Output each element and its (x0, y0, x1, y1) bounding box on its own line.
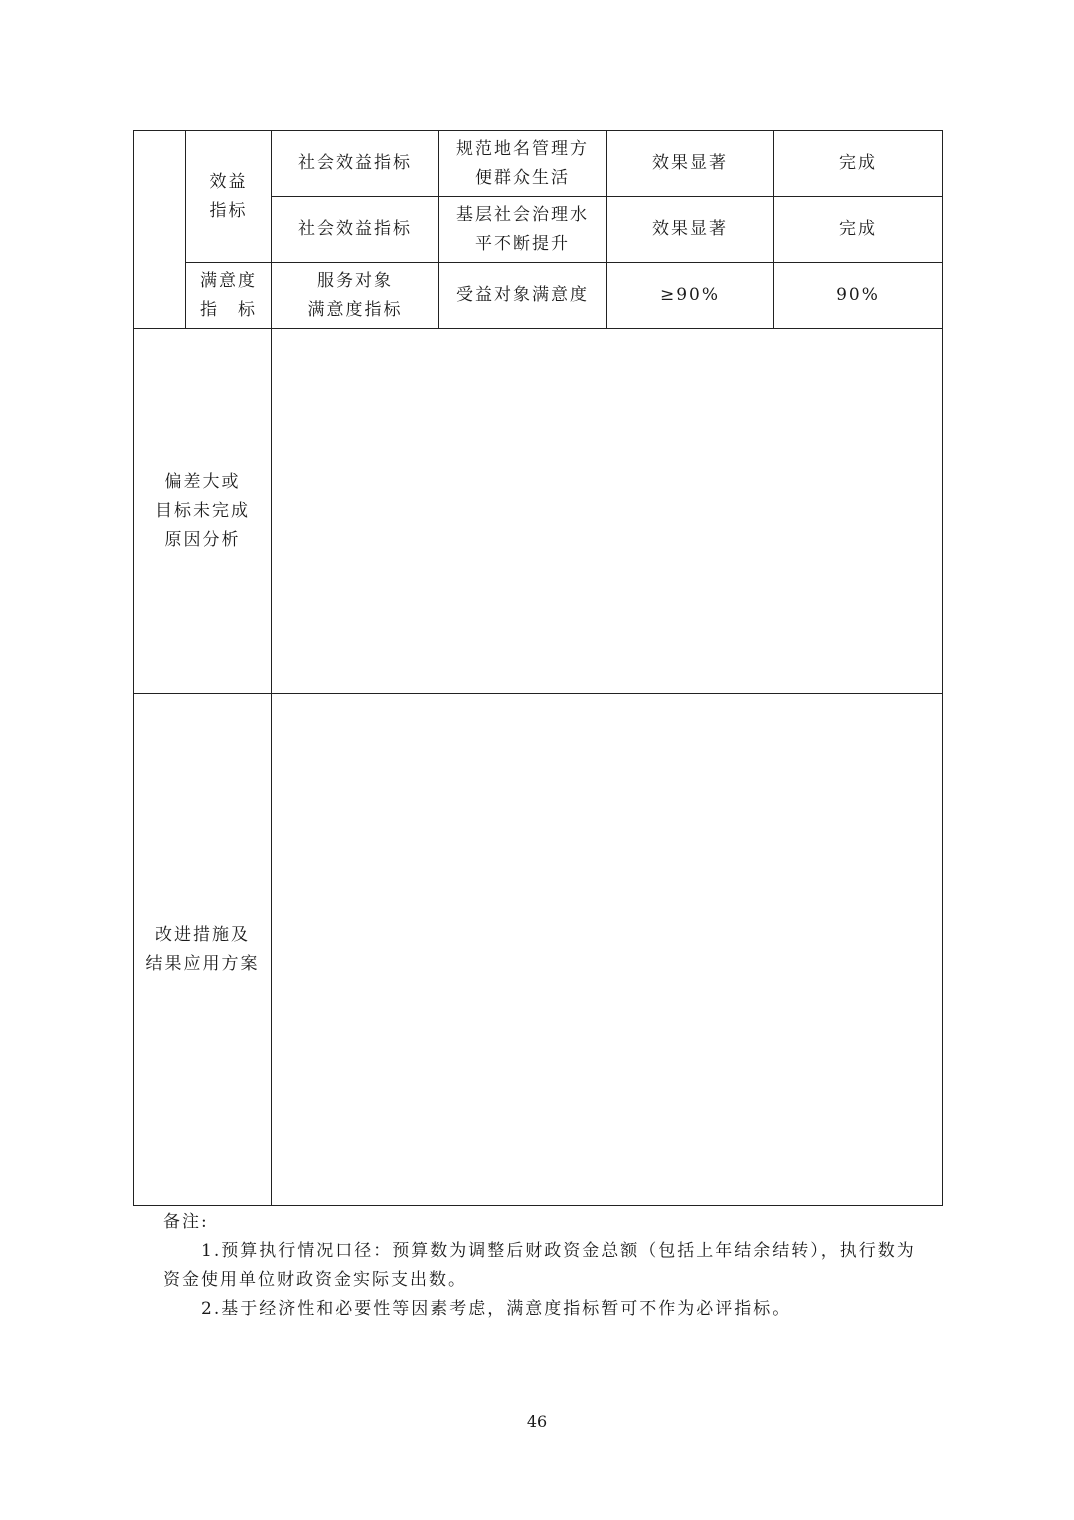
benefit-category-cell: 效益 指标 (186, 131, 272, 263)
improvement-content-cell[interactable] (272, 694, 943, 1206)
deviation-content-cell[interactable] (272, 329, 943, 694)
satisfaction-category-cell: 满意度 指 标 (186, 263, 272, 329)
performance-table (133, 130, 943, 1206)
outer-category-cell (134, 131, 186, 329)
subcategory-cell: 服务对象 满意度指标 (272, 263, 439, 329)
notes-section (163, 1208, 923, 1324)
notes-heading: 备注: (163, 1212, 209, 1232)
subcategory-cell: 社会效益指标 (272, 197, 439, 263)
target-cell: 效果显著 (607, 197, 774, 263)
actual-cell: 完成 (774, 131, 943, 197)
target-cell: 效果显著 (607, 131, 774, 197)
deviation-label-cell: 偏差大或 目标未完成 原因分析 (134, 329, 272, 694)
target-cell: ≥90% (607, 263, 774, 329)
indicator-cell: 基层社会治理水 平不断提升 (439, 197, 607, 263)
table-row (134, 263, 943, 329)
note-item-1: 1.预算执行情况口径：预算数为调整后财政资金总额（包括上年结余结转），执行数为资金使用单位财政资金实际支出数。 (163, 1241, 916, 1290)
note-item-2: 2.基于经济性和必要性等因素考虑，满意度指标暂可不作为必评指标。 (201, 1299, 792, 1319)
table-row (134, 329, 943, 694)
indicator-cell: 受益对象满意度 (439, 263, 607, 329)
page-number: 46 (526, 1412, 548, 1431)
table-row (134, 694, 943, 1206)
indicator-cell: 规范地名管理方 便群众生活 (439, 131, 607, 197)
subcategory-cell: 社会效益指标 (272, 131, 439, 197)
actual-cell: 90% (774, 263, 943, 329)
table-row (134, 131, 943, 197)
actual-cell: 完成 (774, 197, 943, 263)
improvement-label-cell: 改进措施及 结果应用方案 (134, 694, 272, 1206)
